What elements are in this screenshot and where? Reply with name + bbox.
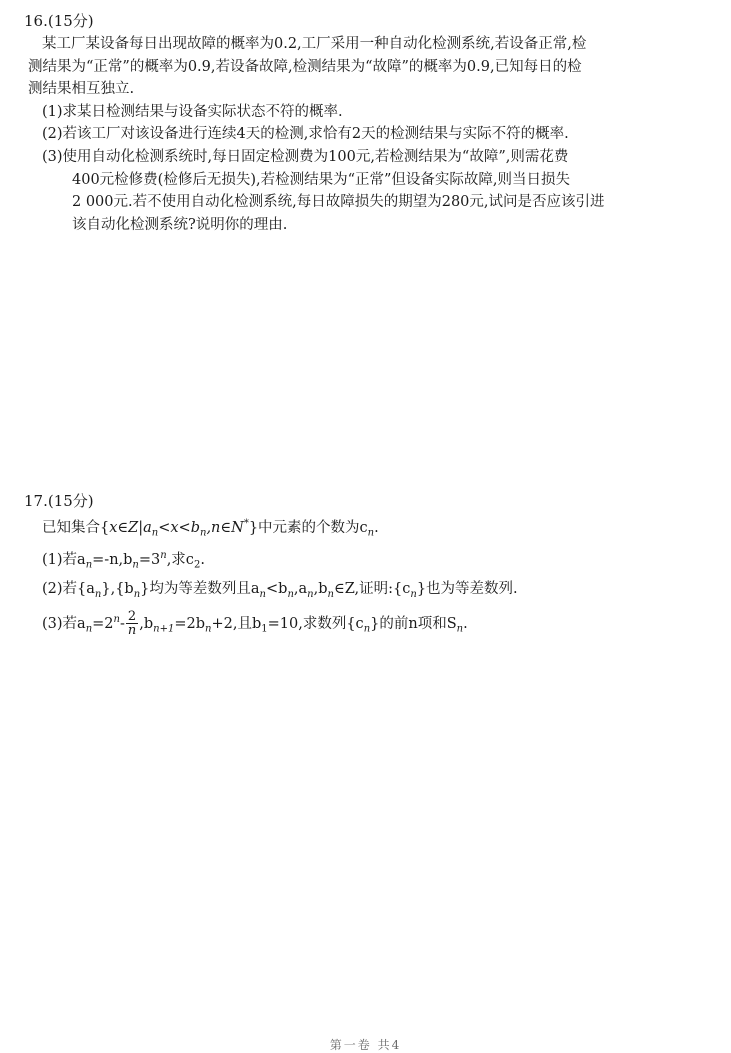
problem-16 xyxy=(24,10,718,236)
q-text: }均为等差数列且a xyxy=(140,580,260,597)
q-text: =-n,b xyxy=(92,552,133,569)
q-text: . xyxy=(463,615,468,632)
superscript: n xyxy=(113,614,120,626)
q-text: . xyxy=(200,552,205,569)
q-text: ,b xyxy=(313,580,328,597)
q-text: ,求c xyxy=(166,552,194,569)
problem-16-question-2: (2)若该工厂对该设备进行连续4天的检测,求恰有2天的检测结果与实际不符的概率. xyxy=(42,126,569,143)
q-text: =3 xyxy=(138,552,161,569)
problem-16-stem-line-2: 测结果为“正常”的概率为0.9,若设备故障,检测结果为“故障”的概率为0.9,已知每日的检 xyxy=(28,58,582,75)
problem-16-stem-line-3: 测结果相互独立. xyxy=(28,81,135,98)
subscript: n+1 xyxy=(153,623,175,635)
q-text: }也为等差数列. xyxy=(416,580,518,597)
superscript: * xyxy=(243,518,249,529)
fraction-numerator: 2 xyxy=(126,610,138,624)
q-text: =2b xyxy=(174,615,206,632)
set-condition: ,n∈N xyxy=(206,519,244,536)
q-text: (3)若a xyxy=(42,615,86,632)
q-text: }的前n项和S xyxy=(370,615,457,632)
subscript: n xyxy=(133,588,141,600)
fraction-two-over-n xyxy=(126,610,138,637)
subscript: n xyxy=(151,527,159,539)
subscript: n xyxy=(259,588,266,600)
problem-17-question-3 xyxy=(28,606,718,644)
q-text: ,a xyxy=(293,580,308,597)
q-text: (2)若{a xyxy=(42,580,95,597)
subscript: n xyxy=(327,588,334,600)
subscript: n xyxy=(287,588,294,600)
subscript: n xyxy=(205,623,212,635)
problem-16-question-1: (1)求某日检测结果与设备实际状态不符的概率. xyxy=(42,103,343,120)
problem-17-question-2 xyxy=(28,578,718,606)
stem-text: 已知集合{ xyxy=(42,519,110,536)
q-text: <b xyxy=(266,580,288,597)
subscript: n xyxy=(307,588,314,600)
subscript: 2 xyxy=(193,560,201,572)
q-text: =2 xyxy=(92,615,114,632)
q-text: +2,且b xyxy=(211,615,262,632)
subscript: n xyxy=(367,527,375,539)
subscript: n xyxy=(199,527,207,539)
problem-17-stem xyxy=(28,513,718,545)
q-text: (1)若a xyxy=(42,552,86,569)
q-text: },{b xyxy=(101,580,134,597)
subscript: n xyxy=(410,588,417,600)
q-text: =10,求数列{c xyxy=(267,615,364,632)
page-footer: 第一卷 共4 xyxy=(329,1038,402,1052)
problem-16-question-3-line-4: 该自动化检测系统?说明你的理由. xyxy=(72,216,288,233)
fraction-denominator: n xyxy=(127,623,137,639)
subscript: n xyxy=(85,623,93,635)
problem-16-question-3-line-1: (3)使用自动化检测系统时,每日固定检测费为100元,若检测结果为“故障”,则需花费 xyxy=(42,148,569,165)
subscript: n xyxy=(85,560,93,572)
stem-text: . xyxy=(374,519,379,536)
problem-16-number: 16.(15分) xyxy=(24,12,94,30)
problem-16-question-3-line-2: 400元检修费(检修后无损失),若检测结果为“正常”但设备实际故障,则当日损失 xyxy=(72,171,571,188)
subscript: n xyxy=(363,623,371,635)
superscript: n xyxy=(160,550,167,562)
problem-17 xyxy=(24,490,718,644)
subscript: n xyxy=(94,588,102,600)
q-text: ,b xyxy=(139,615,154,632)
q-text: ∈Z,证明:{c xyxy=(333,580,411,597)
problem-17-question-1 xyxy=(28,545,718,577)
problem-17-number: 17.(15分) xyxy=(24,492,94,510)
subscript: n xyxy=(456,623,464,635)
set-condition: x∈Z|a xyxy=(109,519,152,536)
set-condition: <x<b xyxy=(158,519,200,536)
problem-16-question-3-line-3: 2 000元.若不使用自动化检测系统,每日故障损失的期望为280元,试问是否应该引进 xyxy=(72,194,605,211)
q-text: - xyxy=(119,615,125,632)
problem-16-stem-line-1: 某工厂某设备每日出现故障的概率为0.2,工厂采用一种自动化检测系统,若设备正常,检 xyxy=(42,36,587,52)
stem-text: }中元素的个数为c xyxy=(248,519,368,536)
subscript: 1 xyxy=(261,623,268,635)
subscript: n xyxy=(132,560,139,572)
